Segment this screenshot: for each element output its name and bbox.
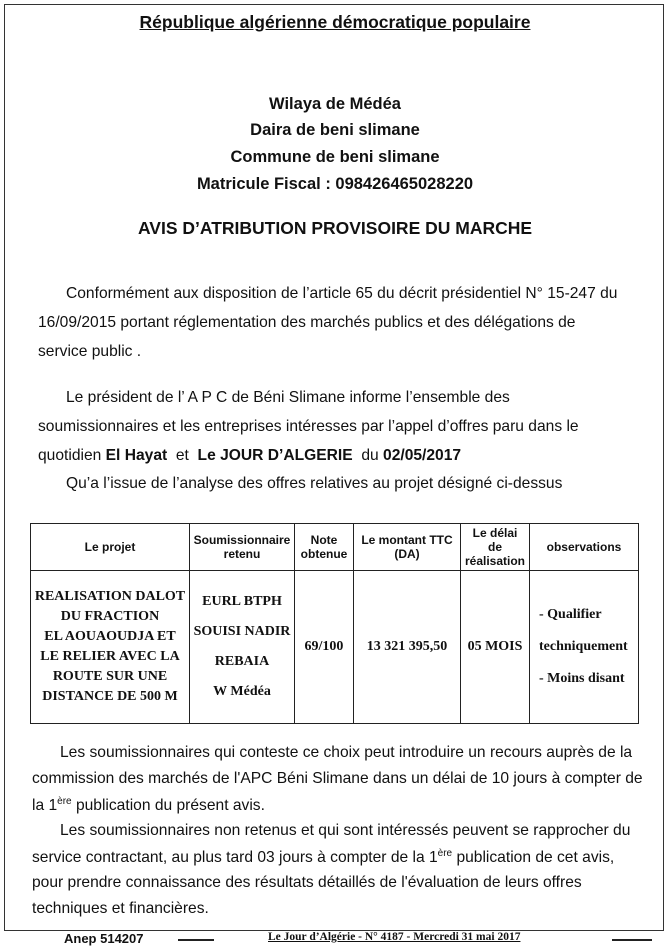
para4-line4: techniques et financières. bbox=[32, 900, 209, 917]
republic-title: République algérienne démocratique populaire bbox=[139, 12, 531, 32]
cell-soumissionnaire bbox=[190, 571, 295, 724]
footer-rule-left bbox=[178, 939, 214, 941]
anep-reference: Anep 514207 bbox=[64, 931, 144, 946]
para3-line2: commission des marchés de l'APC Béni Slimane dans un délai de 10 jours à compter de bbox=[32, 770, 643, 787]
newspaper-2: Le JOUR D’ALGERIE bbox=[197, 447, 353, 464]
col-montant: Le montant TTC (DA) bbox=[354, 524, 461, 571]
para4-line3: pour prendre connaissance des résultats détaillés de l'évaluation de leurs offres bbox=[32, 874, 582, 891]
para4-line2-post: publication de cet avis, bbox=[452, 849, 615, 867]
matricule-heading: Matricule Fiscal : 098426465028220 bbox=[196, 175, 474, 193]
para2-quotidien: quotidien bbox=[38, 447, 102, 464]
table-header-row bbox=[31, 524, 639, 571]
cell-montant: 13 321 395,50 bbox=[354, 571, 461, 724]
soumissionnaire-line: REBAIA bbox=[214, 654, 270, 669]
observation-line: - Qualifier bbox=[539, 607, 602, 622]
cell-observations bbox=[530, 571, 639, 724]
col-note: Note obtenue bbox=[295, 524, 354, 571]
para2-line3 bbox=[38, 447, 461, 465]
cell-projet bbox=[31, 571, 190, 724]
projet-line: REALISATION DALOT bbox=[34, 589, 186, 604]
para3-line3 bbox=[32, 796, 265, 815]
award-table bbox=[30, 523, 639, 724]
para2-line4: Qu’a l’issue de l’analyse des offres relatives au projet désigné ci-dessus bbox=[66, 475, 563, 492]
notice-title: AVIS D’ATRIBUTION PROVISOIRE DU MARCHE bbox=[137, 218, 533, 238]
col-soumissionnaire: Soumissionnaire retenu bbox=[190, 524, 295, 571]
superscript: ère bbox=[437, 848, 453, 859]
para2-line1: Le président de l’ A P C de Béni Slimane informe l’ensemble des bbox=[66, 389, 510, 406]
page-border bbox=[4, 4, 664, 931]
observation-line: techniquement bbox=[539, 639, 628, 654]
observation-line: - Moins disant bbox=[539, 671, 625, 686]
col-observations: observations bbox=[530, 524, 639, 571]
para3-line1: Les soumissionnaires qui conteste ce choix peut introduire un recours auprès de la bbox=[60, 744, 633, 761]
newspaper-1: El Hayat bbox=[105, 447, 168, 464]
para1-line3: service public . bbox=[38, 343, 142, 360]
projet-line: LE RELIER AVEC LA bbox=[40, 649, 180, 664]
para4-line1: Les soumissionnaires non retenus et qui sont intéressés peuvent se rapprocher du bbox=[60, 822, 631, 839]
para1-line2: 16/09/2015 portant réglementation des marchés publics et des délégations de bbox=[38, 314, 576, 331]
cell-delai: 05 MOIS bbox=[461, 571, 530, 724]
para4-line2-pre: service contractant, au plus tard 03 jours à compter de la 1 bbox=[32, 849, 438, 867]
soumissionnaire-line: EURL BTPH bbox=[202, 594, 282, 609]
soumissionnaire-line: SOUISI NADIR bbox=[193, 624, 291, 639]
para3-line3-pre: la 1 bbox=[32, 797, 58, 815]
para2-and: et bbox=[175, 447, 189, 464]
journal-reference: Le Jour d’Algérie - N° 4187 - Mercredi 31 mai 2017 bbox=[268, 931, 521, 943]
publication-date: 02/05/2017 bbox=[383, 447, 462, 464]
projet-line: EL AOUAOUDJA ET bbox=[44, 629, 176, 644]
para4-line2 bbox=[32, 848, 614, 867]
projet-line: ROUTE SUR UNE bbox=[52, 669, 168, 684]
wilaya-heading: Wilaya de Médéa bbox=[269, 95, 401, 113]
projet-line: DU FRACTION bbox=[60, 609, 160, 624]
para1-line1: Conformément aux disposition de l’article 65 du décrit présidentiel N° 15-247 du bbox=[66, 285, 618, 302]
projet-line: DISTANCE DE 500 M bbox=[42, 689, 178, 704]
para3-line3-post: publication du présent avis. bbox=[71, 797, 265, 815]
para2-du: du bbox=[361, 447, 379, 464]
superscript: ère bbox=[57, 796, 72, 807]
col-projet: Le projet bbox=[31, 524, 190, 571]
footer-rule-right bbox=[612, 939, 652, 941]
para2-line2: soumissionnaires et les entreprises intéresses par l’appel d’offres paru dans le bbox=[38, 418, 579, 435]
col-delai: Le délai de réalisation bbox=[461, 524, 530, 571]
cell-note: 69/100 bbox=[295, 571, 354, 724]
daira-heading: Daira de beni slimane bbox=[250, 121, 420, 139]
commune-heading: Commune de beni slimane bbox=[230, 148, 440, 166]
table-row bbox=[31, 571, 639, 724]
soumissionnaire-line: W Médéa bbox=[213, 684, 271, 699]
